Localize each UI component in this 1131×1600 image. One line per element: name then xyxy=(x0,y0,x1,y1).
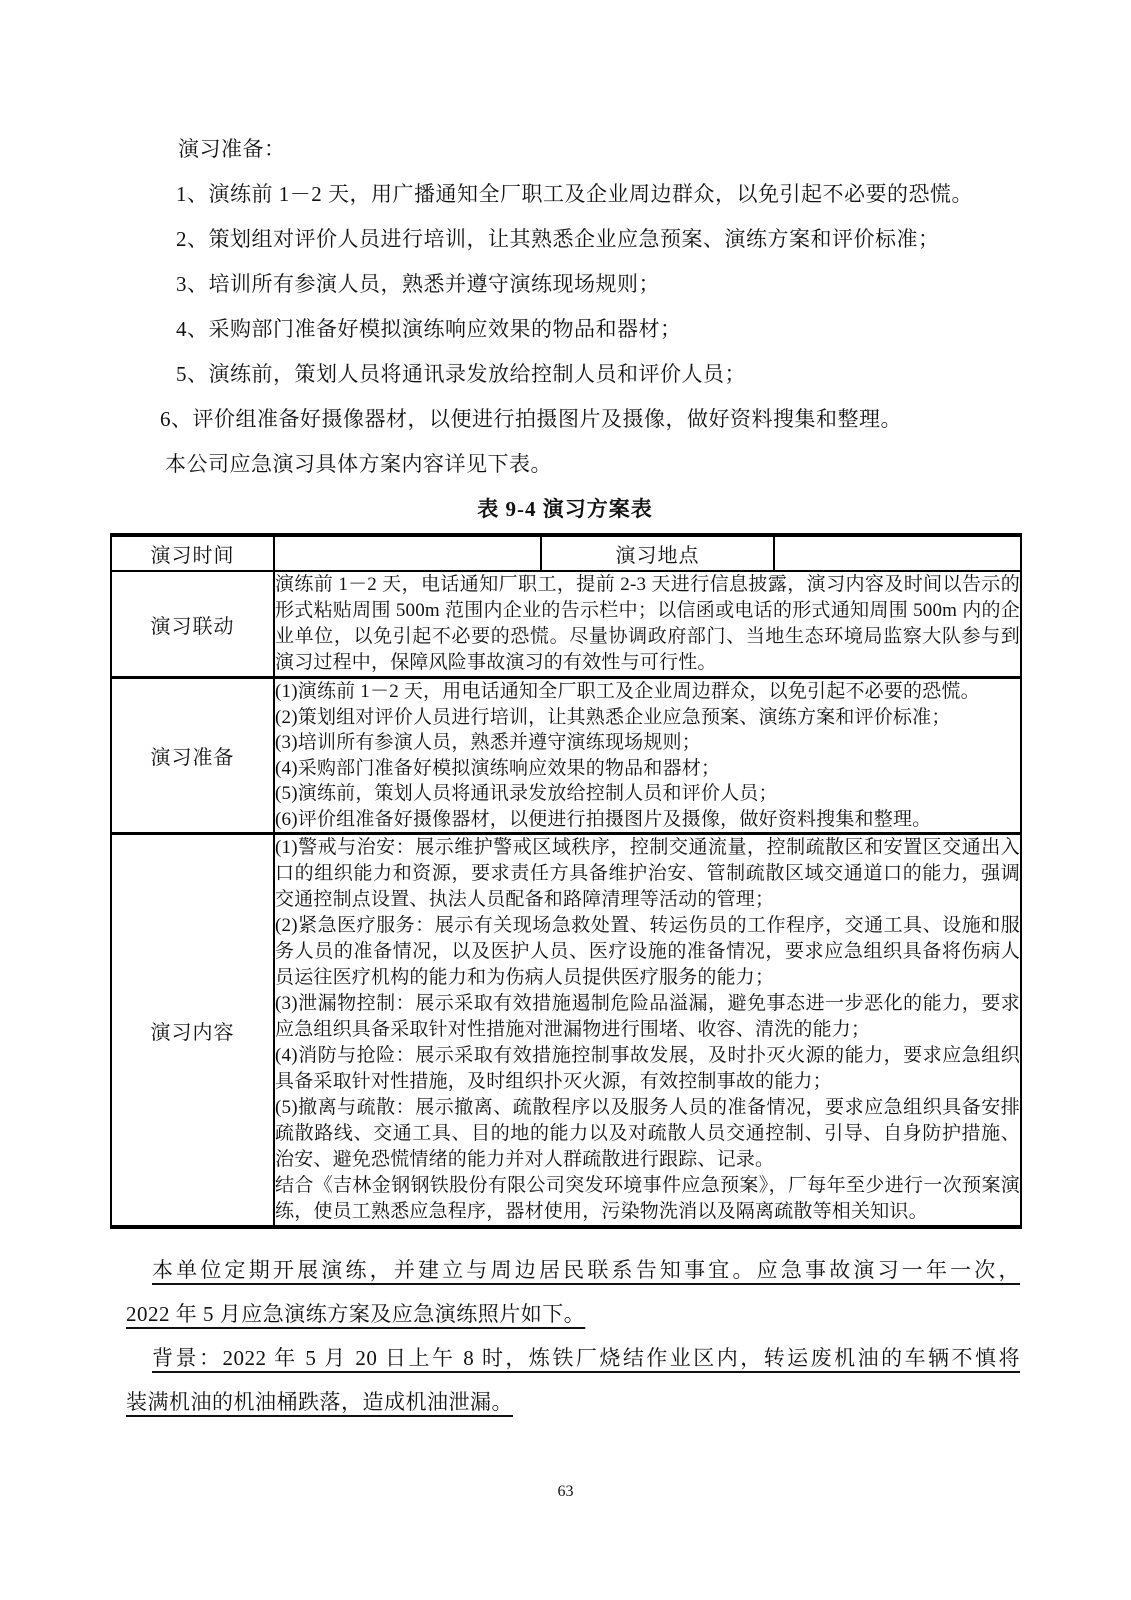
drill-plan-table xyxy=(110,533,1022,1229)
liandong-paragraph: 演练前 1－2 天，电话通知厂职工，提前 2-3 天进行信息披露，演习内容及时间以告示的形式粘贴周围 500m 范围内企业的告示栏中；以信函或电话的形式通知周围 500m 内的企业单位，以免引起不必要的恐慌。尽量协调政府部门、当地生态环境局监察大队参与到演习过程中，保障风险事故演习的有效性与可行性。 xyxy=(275,574,1020,673)
header-place-value xyxy=(774,535,1021,571)
table-row-zhunbei xyxy=(111,678,1021,834)
row-content-zhunbei xyxy=(274,678,1021,834)
neirong-item: (2)紧急医疗服务：展示有关现场急救处置、转运伤员的工作程序，交通工具、设施和服务人员的准备情况，以及医护人员、医疗设施的准备情况，要求应急组织具备将伤病人员运往医疗机构的能力和为伤病人员提供医疗服务的能力； xyxy=(275,915,1020,988)
intro-section xyxy=(110,138,1020,475)
neirong-item: (1)警戒与治安：展示维护警戒区域秩序，控制交通流量，控制疏散区和安置区交通出入口的组织能力和资源，要求责任方具备维护治安、管制疏散区域交通道口的能力，强调交通控制点设置、执法人员配备和路障清理等活动的管理； xyxy=(275,837,1020,910)
intro-closing: 本公司应急演习具体方案内容详见下表。 xyxy=(165,452,552,476)
page-number: 63 xyxy=(557,1483,574,1500)
row-content-liandong xyxy=(274,571,1021,678)
zhunbei-item: (3)培训所有参演人员，熟悉并遵守演练现场规则； xyxy=(275,732,701,753)
table-header-row xyxy=(111,535,1021,571)
closing-paragraphs xyxy=(110,1259,1020,1414)
closing-para1-line1: 本单位定期开展演练，并建立与周边居民联系告知事宜。应急事故演习一年一次， xyxy=(152,1258,1020,1282)
closing-para1-line2: 2022 年 5 月应急演练方案及应急演练照片如下。 xyxy=(126,1302,586,1326)
intro-item-4: 4、采购部门准备好模拟演练响应效果的物品和器材； xyxy=(176,317,682,341)
neirong-item: 结合《吉林金钢钢铁股份有限公司突发环境事件应急预案》，厂每年至少进行一次预案演练，使员工熟悉应急程序，器材使用，污染物洗消以及隔离疏散等相关知识。 xyxy=(275,1175,1020,1222)
neirong-item: (3)泄漏物控制：展示采取有效措施遏制危险品溢漏，避免事态进一步恶化的能力，要求应急组织具备采取针对性措施对泄漏物进行围堵、收容、清洗的能力； xyxy=(275,993,1020,1040)
zhunbei-item: (1)演练前 1－2 天，用电话通知全厂职工及企业周边群众，以免引起不必要的恐慌。 xyxy=(275,681,980,702)
zhunbei-item: (2)策划组对评价人员进行培训，让其熟悉企业应急预案、演练方案和评价标准； xyxy=(275,706,951,728)
row-label-neirong: 演习内容 xyxy=(111,834,274,1228)
intro-item-1: 1、演练前 1－2 天，用广播通知全厂职工及企业周边群众，以免引起不必要的恐慌。 xyxy=(176,182,973,206)
table-caption: 表 9-4 演习方案表 xyxy=(477,497,653,521)
intro-item-2: 2、策划组对评价人员进行培训，让其熟悉企业应急预案、演练方案和评价标准； xyxy=(176,227,940,251)
zhunbei-item: (6)评价组准备好摄像器材，以便进行拍摄图片及摄像，做好资料搜集和整理。 xyxy=(275,808,932,830)
neirong-item: (4)消防与抢险：展示采取有效措施控制事故发展，及时扑灭火源的能力，要求应急组织具备采取针对性措施，及时组织扑灭火源，有效控制事故的能力； xyxy=(275,1045,1020,1092)
neirong-item: (5)撤离与疏散：展示撤离、疏散程序以及服务人员的准备情况，要求应急组织具备安排疏散路线、交通工具、目的地的能力以及对疏散人员交通控制、引导、自身防护措施、治安、避免恐慌情绪的能力并对人群疏散进行跟踪、记录。 xyxy=(275,1097,1020,1170)
row-label-zhunbei: 演习准备 xyxy=(111,678,274,834)
row-content-neirong xyxy=(274,834,1021,1228)
header-time-value xyxy=(274,535,541,571)
intro-heading: 演习准备： xyxy=(178,137,286,161)
closing-para2-line2: 装满机油的机油桶跌落，造成机油泄漏。 xyxy=(126,1390,513,1414)
header-place-label: 演习地点 xyxy=(541,535,774,571)
zhunbei-item: (4)采购部门准备好模拟演练响应效果的物品和器材； xyxy=(275,757,721,779)
zhunbei-item: (5)演练前，策划人员将通讯录发放给控制人员和评价人员； xyxy=(275,783,778,804)
intro-item-6: 6、评价组准备好摄像器材，以便进行拍摄图片及摄像，做好资料搜集和整理。 xyxy=(160,407,902,431)
closing-para2-line1: 背景：2022 年 5 月 20 日上午 8 时，炼铁厂烧结作业区内，转运废机油的车辆不慎将 xyxy=(152,1346,1020,1370)
table-row-neirong xyxy=(111,834,1021,1228)
row-label-liandong: 演习联动 xyxy=(111,571,274,678)
intro-item-5: 5、演练前，策划人员将通讯录发放给控制人员和评价人员； xyxy=(176,362,746,386)
table-row-liandong xyxy=(111,571,1021,678)
intro-item-3: 3、培训所有参演人员，熟悉并遵守演练现场规则； xyxy=(176,272,660,296)
header-time-label: 演习时间 xyxy=(111,535,274,571)
